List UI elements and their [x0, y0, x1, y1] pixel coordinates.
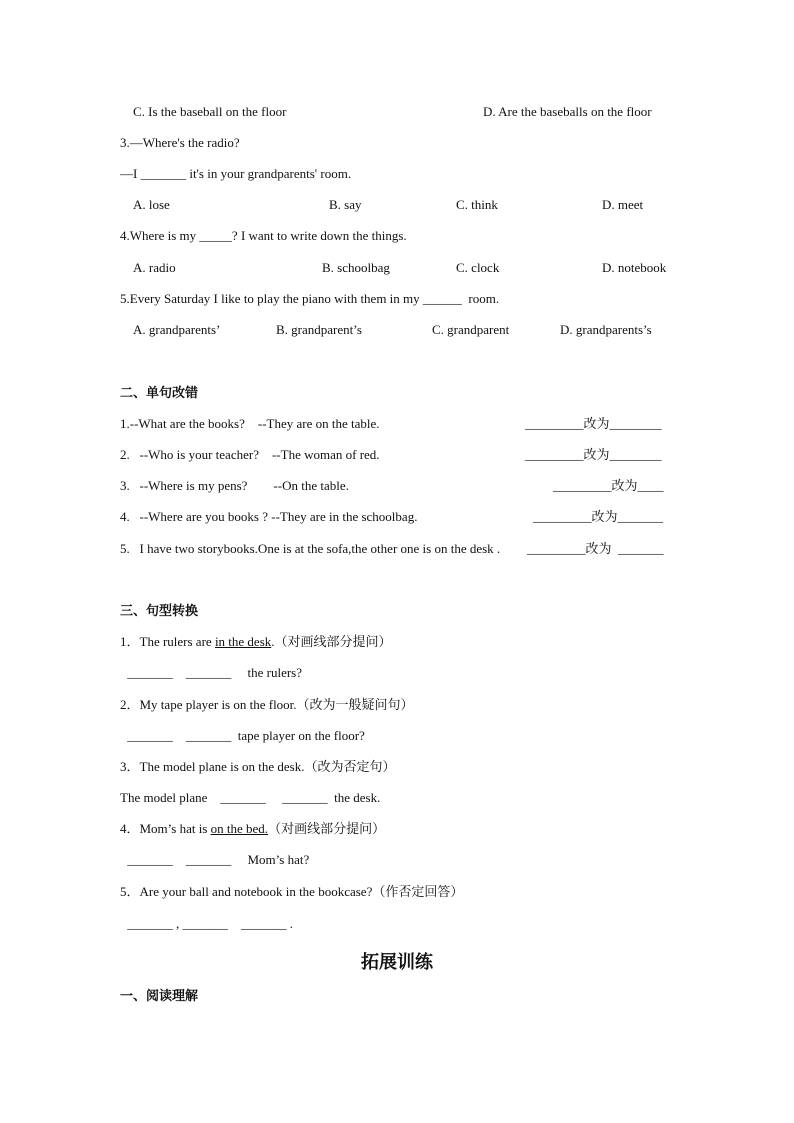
sec3-s3: 3．The model plane is on the desk.（改为否定句） [120, 759, 396, 774]
sec3-s4: 4．Mom’s hat is on the bed.（对画线部分提问） [120, 821, 386, 836]
q3-option-a: A. lose [133, 197, 170, 212]
sec3-s5-answer: _______ , _______ _______ . [124, 916, 293, 931]
sec3-s1: 1．The rulers are in the desk.（对画线部分提问） [120, 634, 392, 649]
q4-option-c: C. clock [456, 260, 500, 275]
section-2-title: 二、单句改错 [120, 385, 199, 400]
sec3-s4-answer: _______ _______ Mom’s hat? [124, 852, 310, 867]
sec2-item-5-fix: _________改为 _______ [527, 541, 664, 556]
q4-option-a: A. radio [133, 260, 176, 275]
sec3-s2-answer: _______ _______ tape player on the floor? [124, 728, 365, 743]
q4-option-d: D. notebook [602, 260, 667, 275]
q2-option-c: C. Is the baseball on the floor [133, 104, 287, 119]
q5-option-c: C. grandparent [432, 322, 510, 337]
q4-question: 4.Where is my _____? I want to write down the things. [120, 228, 407, 243]
q3-option-c: C. think [456, 197, 498, 212]
sec2-item-4: 4. --Where are you books ? --They are in the schoolbag. [120, 509, 418, 524]
section-3-title: 三、句型转换 [120, 603, 199, 618]
sec3-s1-answer: _______ _______ the rulers? [124, 665, 303, 680]
sec2-item-1-fix: _________改为________ [525, 416, 662, 431]
extension-title: 拓展训练 [361, 952, 433, 972]
q5-option-b: B. grandparent’s [276, 322, 362, 337]
sec2-item-3: 3. --Where is my pens? --On the table. [120, 478, 349, 493]
q5-option-d: D. grandparents’s [560, 322, 652, 337]
q4-option-b: B. schoolbag [322, 260, 390, 275]
q5-option-a: A. grandparents’ [133, 322, 221, 337]
sec2-item-3-fix: _________改为____ [553, 478, 664, 493]
q5-question: 5.Every Saturday I like to play the piano with them in my ______ room. [120, 291, 500, 306]
sec3-s3-answer: The model plane _______ _______ the desk. [120, 790, 381, 805]
sec2-item-1: 1.--What are the books? --They are on the table. [120, 416, 380, 431]
q3-option-b: B. say [329, 197, 362, 212]
sec2-item-5: 5. I have two storybooks.One is at the sofa,the other one is on the desk . [120, 541, 501, 556]
sec3-s5: 5．Are your ball and notebook in the bookcase?（作否定回答） [120, 884, 464, 899]
q3-option-d: D. meet [602, 197, 644, 212]
q3-question: 3.—Where's the radio? [120, 135, 240, 150]
sec2-item-2: 2. --Who is your teacher? --The woman of red. [120, 447, 380, 462]
reading-section-title: 一、阅读理解 [120, 988, 199, 1003]
sec2-item-2-fix: _________改为________ [525, 447, 662, 462]
q2-option-d: D. Are the baseballs on the floor [483, 104, 652, 119]
sec2-item-4-fix: _________改为_______ [533, 509, 664, 524]
q3-answer-line: —I _______ it's in your grandparents' room. [120, 166, 352, 181]
sec3-s2: 2．My tape player is on the floor.（改为一般疑问句） [120, 697, 414, 712]
